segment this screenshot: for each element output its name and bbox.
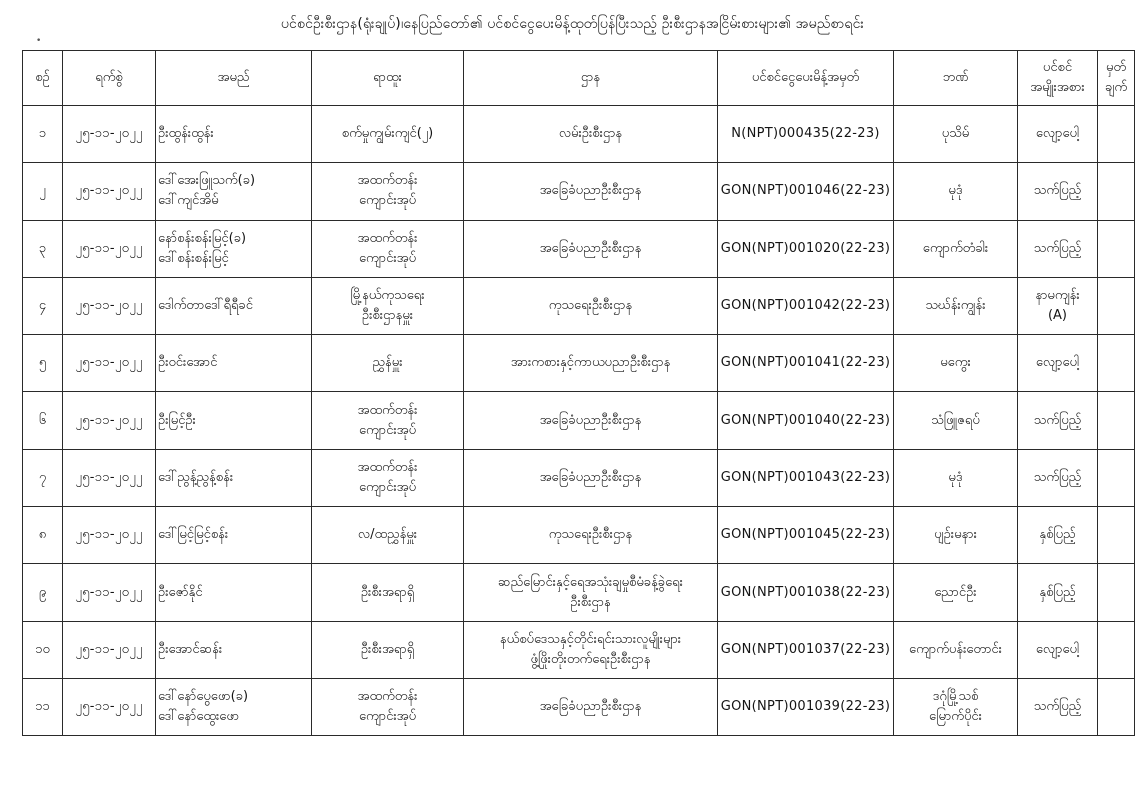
cell-line: အထက်တန်း xyxy=(357,459,418,475)
cell-department xyxy=(464,564,718,621)
cell-line: ၁၀ xyxy=(35,641,50,657)
cell-date xyxy=(63,277,156,334)
cell-line: ချက် xyxy=(1104,80,1128,95)
cell-line: GON(NPT)001041(22-23) xyxy=(720,355,891,371)
cell-line: GON(NPT)001037(22-23) xyxy=(720,641,891,657)
cell-position xyxy=(312,678,464,735)
cell-line: ကျောင်းအုပ် xyxy=(358,250,417,266)
cell-line: လ/ထညွှန်မှူး xyxy=(357,527,418,543)
cell-line: မုဒုံ xyxy=(948,469,963,485)
cell-line: ၂၅-၁၁-၂၀၂၂ xyxy=(75,183,143,199)
cell-pension-type xyxy=(1018,106,1098,163)
cell-line: GON(NPT)001040(22-23) xyxy=(720,412,891,428)
cell-line: ရက်စွဲ xyxy=(95,70,123,85)
cell-line: ဒဂုံမြို့သစ် xyxy=(932,689,979,705)
cell-bank xyxy=(894,392,1018,449)
cell-remark xyxy=(1098,392,1135,449)
col-header-bank xyxy=(894,51,1018,106)
cell-line: အထက်တန်း xyxy=(357,230,418,246)
cell-line: GON(NPT)001042(22-23) xyxy=(720,298,891,314)
cell-no xyxy=(23,449,63,506)
cell-order-no xyxy=(718,277,894,334)
cell-remark xyxy=(1098,507,1135,564)
cell-line: သက်ပြည့် xyxy=(1033,412,1082,428)
cell-line: ကျောင်းအုပ် xyxy=(358,479,417,495)
cell-line: ၄ xyxy=(38,298,47,314)
cell-line: N(NPT)000435(22-23) xyxy=(731,126,880,142)
cell-line: သဃ်န်းကျွန်း xyxy=(925,298,986,314)
cell-line: ဦးဝင်းအောင် xyxy=(158,355,218,371)
cell-pension-type xyxy=(1018,507,1098,564)
cell-position xyxy=(312,621,464,678)
table-row xyxy=(23,106,1135,163)
cell-line: ဦးစီးဌာန xyxy=(570,594,611,610)
scan-mark: • xyxy=(36,36,42,46)
cell-name xyxy=(156,678,312,735)
cell-department xyxy=(464,449,718,506)
table-header xyxy=(23,51,1135,106)
cell-line: အထက်တန်း xyxy=(357,402,418,418)
col-header-order-no xyxy=(718,51,894,106)
cell-no xyxy=(23,220,63,277)
cell-line: လျော့ပေါ့ xyxy=(1035,641,1080,657)
cell-line: ပင်စင်ငွေပေးမိန့်အမှတ် xyxy=(751,70,860,85)
cell-line: မြောက်ပိုင်း xyxy=(929,709,982,725)
cell-line: ကုသရေးဦးစီးဌာန xyxy=(548,298,633,314)
cell-name xyxy=(156,621,312,678)
cell-line: ပျဉ်းမနား xyxy=(934,527,977,543)
cell-line: ဆည်မြောင်းနှင့်ရေအသုံးချမှုစီမံခန့်ခွဲရေး xyxy=(498,574,683,590)
cell-pension-type xyxy=(1018,220,1098,277)
cell-line: GON(NPT)001045(22-23) xyxy=(720,527,891,543)
cell-line: နယ်စပ်ဒေသနှင့်တိုင်းရင်းသားလူမျိုးများ xyxy=(499,631,682,647)
cell-line: ၂၅-၁၁-၂၀၂၂ xyxy=(75,584,143,600)
cell-line: အခြေခံပညာဦးစီးဌာန xyxy=(539,240,642,256)
cell-order-no xyxy=(718,678,894,735)
cell-line: ဦးစီးအရာရှိ xyxy=(360,584,415,600)
cell-pension-type xyxy=(1018,277,1098,334)
cell-line: စဉ် xyxy=(35,70,50,85)
cell-line: ဒေါက်တာဒေါ်ရီရီခင် xyxy=(158,298,253,314)
cell-date xyxy=(63,335,156,392)
cell-line: သက်ပြည့် xyxy=(1033,699,1082,715)
cell-bank xyxy=(894,564,1018,621)
cell-line: GON(NPT)001043(22-23) xyxy=(720,469,891,485)
cell-line: ၇ xyxy=(38,469,47,485)
cell-line: ဖွံ့ဖြိုးတိုးတက်ရေးဦးစီးဌာန xyxy=(530,651,651,667)
cell-department xyxy=(464,335,718,392)
cell-position xyxy=(312,507,464,564)
cell-line: အားကစားနှင့်ကာယပညာဦးစီးဌာန xyxy=(510,355,671,371)
cell-remark xyxy=(1098,335,1135,392)
cell-line: နှစ်ပြည့် xyxy=(1039,527,1076,543)
cell-date xyxy=(63,621,156,678)
col-header-pension-type xyxy=(1018,51,1098,106)
cell-pension-type xyxy=(1018,449,1098,506)
table-row xyxy=(23,277,1135,334)
cell-no xyxy=(23,392,63,449)
cell-bank xyxy=(894,507,1018,564)
cell-line: GON(NPT)001020(22-23) xyxy=(720,240,891,256)
table-row xyxy=(23,621,1135,678)
cell-line: သက်ပြည့် xyxy=(1033,469,1082,485)
cell-order-no xyxy=(718,335,894,392)
cell-name xyxy=(156,392,312,449)
cell-date xyxy=(63,678,156,735)
cell-position xyxy=(312,335,464,392)
col-header-remark xyxy=(1098,51,1135,106)
cell-pension-type xyxy=(1018,564,1098,621)
cell-line: ဒေါ်အေးဖြူသက်(ခ) xyxy=(158,173,256,189)
cell-line: ၁ xyxy=(38,126,47,142)
cell-date xyxy=(63,507,156,564)
cell-name xyxy=(156,335,312,392)
cell-remark xyxy=(1098,163,1135,220)
document-title: ပင်စင်ဦးစီးဌာန(ရုံးချုပ်)၊နေပြည်တော်၏ ပင်စင်ငွေပေးမိန့်ထုတ်ပြန်ပြီးသည့် ဦးစီးဌာနအငြိမ်းစားများ၏ အမည်စာရင်း xyxy=(280,16,865,32)
cell-bank xyxy=(894,335,1018,392)
cell-remark xyxy=(1098,220,1135,277)
cell-department xyxy=(464,106,718,163)
cell-line: ဒေါ်စန်းစန်းမြင့် xyxy=(158,250,229,266)
cell-no xyxy=(23,507,63,564)
cell-position xyxy=(312,392,464,449)
cell-bank xyxy=(894,449,1018,506)
cell-line: ဦးစီးအရာရှိ xyxy=(360,641,415,657)
cell-pension-type xyxy=(1018,163,1098,220)
cell-line: သံဖြူဇရပ် xyxy=(931,412,980,428)
cell-line: မြို့နယ်ကုသရေး xyxy=(350,288,425,304)
cell-order-no xyxy=(718,392,894,449)
cell-name xyxy=(156,163,312,220)
cell-line: လျော့ပေါ့ xyxy=(1035,355,1080,371)
cell-position xyxy=(312,106,464,163)
cell-line: အခြေခံပညာဦးစီးဌာန xyxy=(539,412,642,428)
cell-department xyxy=(464,220,718,277)
cell-line: ကျောင်းအုပ် xyxy=(358,422,417,438)
cell-line: ပင်စင် xyxy=(1042,60,1073,75)
cell-bank xyxy=(894,163,1018,220)
cell-line: GON(NPT)001038(22-23) xyxy=(720,584,891,600)
col-header-department xyxy=(464,51,718,106)
pension-table xyxy=(22,50,1135,736)
cell-line: ၃ xyxy=(38,240,47,256)
cell-line: ဌာန xyxy=(580,70,601,85)
cell-line: GON(NPT)001039(22-23) xyxy=(720,699,891,715)
cell-line: လျော့ပေါ့ xyxy=(1035,126,1080,142)
cell-no xyxy=(23,621,63,678)
cell-date xyxy=(63,220,156,277)
cell-line: စက်မှုကျွမ်းကျင်(၂) xyxy=(341,126,434,142)
cell-line: ၂၅-၁၁-၂၀၂၂ xyxy=(75,527,143,543)
cell-department xyxy=(464,163,718,220)
cell-line: ၁၁ xyxy=(35,699,50,715)
cell-line: ဒေါ်ကျင်အိမ် xyxy=(158,193,219,209)
cell-line: ဦးထွန်းထွန်း xyxy=(158,126,214,142)
cell-line: ၂၅-၁၁-၂၀၂၂ xyxy=(75,126,143,142)
col-header-position xyxy=(312,51,464,106)
cell-order-no xyxy=(718,106,894,163)
cell-order-no xyxy=(718,220,894,277)
cell-line: ကုသရေးဦးစီးဌာန xyxy=(548,527,633,543)
cell-line: ကျောက်ပန်းတောင်း xyxy=(909,641,1002,657)
cell-department xyxy=(464,507,718,564)
cell-line: ၂၅-၁၁-၂၀၂၂ xyxy=(75,699,143,715)
cell-line: ၂၅-၁၁-၂၀၂၂ xyxy=(75,641,143,657)
cell-position xyxy=(312,277,464,334)
cell-line: ၂၅-၁၁-၂၀၂၂ xyxy=(75,298,143,314)
cell-department xyxy=(464,277,718,334)
cell-position xyxy=(312,220,464,277)
cell-no xyxy=(23,335,63,392)
cell-pension-type xyxy=(1018,621,1098,678)
cell-line: ဦးမြင့်ဦး xyxy=(158,412,196,428)
cell-bank xyxy=(894,220,1018,277)
cell-line: (A) xyxy=(1047,308,1068,324)
cell-date xyxy=(63,449,156,506)
table-row xyxy=(23,507,1135,564)
cell-line: ၅ xyxy=(38,355,47,371)
cell-line: ကျောက်တံခါး xyxy=(922,240,989,256)
cell-line: မုဒုံ xyxy=(948,183,963,199)
cell-name xyxy=(156,507,312,564)
cell-bank xyxy=(894,621,1018,678)
table-row xyxy=(23,392,1135,449)
cell-line: အထက်တန်း xyxy=(357,173,418,189)
table-row xyxy=(23,335,1135,392)
cell-pension-type xyxy=(1018,392,1098,449)
cell-position xyxy=(312,449,464,506)
cell-line: ဦးအောင်ဆန်း xyxy=(158,641,223,657)
cell-position xyxy=(312,163,464,220)
cell-line: နှစ်ပြည့် xyxy=(1039,584,1076,600)
cell-line: ၂၅-၁၁-၂၀၂၂ xyxy=(75,240,143,256)
cell-line: အမည် xyxy=(217,70,250,85)
cell-date xyxy=(63,392,156,449)
cell-order-no xyxy=(718,507,894,564)
cell-name xyxy=(156,449,312,506)
cell-line: နော်စန်းစန်းမြင့်(ခ) xyxy=(158,230,247,246)
cell-remark xyxy=(1098,678,1135,735)
cell-no xyxy=(23,564,63,621)
cell-line: ဘဏ် xyxy=(942,70,969,85)
cell-line: သက်ပြည့် xyxy=(1033,240,1082,256)
cell-bank xyxy=(894,678,1018,735)
cell-line: ၈ xyxy=(38,527,47,543)
col-header-no xyxy=(23,51,63,106)
cell-position xyxy=(312,564,464,621)
cell-bank xyxy=(894,277,1018,334)
table-row xyxy=(23,220,1135,277)
cell-date xyxy=(63,106,156,163)
cell-remark xyxy=(1098,106,1135,163)
cell-line: မကွေး xyxy=(940,355,971,371)
cell-line: ဦးစီးဌာနမှူး xyxy=(361,308,414,324)
cell-line: အခြေခံပညာဦးစီးဌာန xyxy=(539,469,642,485)
cell-department xyxy=(464,621,718,678)
table-row xyxy=(23,163,1135,220)
table-row xyxy=(23,564,1135,621)
cell-no xyxy=(23,106,63,163)
table-row xyxy=(23,449,1135,506)
cell-line: ၂၅-၁၁-၂၀၂၂ xyxy=(75,355,143,371)
cell-line: GON(NPT)001046(22-23) xyxy=(720,183,891,199)
cell-no xyxy=(23,277,63,334)
cell-remark xyxy=(1098,564,1135,621)
cell-line: ဒေါ်နော်ထွေးဖော xyxy=(158,709,240,725)
cell-line: ဒေါ်ညွန့်ညွန့်စန်း xyxy=(158,469,234,485)
cell-order-no xyxy=(718,163,894,220)
cell-name xyxy=(156,106,312,163)
cell-line: ဒေါ်မြင့်မြင့်စန်း xyxy=(158,527,229,543)
cell-line: ဒေါ်နော်ပွေဖော(ခ) xyxy=(158,689,249,705)
cell-line: ကျောင်းအုပ် xyxy=(358,709,417,725)
table-row xyxy=(23,678,1135,735)
cell-line: နာမကျန်း xyxy=(1035,288,1080,304)
cell-no xyxy=(23,163,63,220)
cell-date xyxy=(63,163,156,220)
cell-line: ပုသိမ် xyxy=(941,126,970,142)
cell-line: အမျိုးအစား xyxy=(1030,80,1085,95)
col-header-date xyxy=(63,51,156,106)
cell-name xyxy=(156,564,312,621)
cell-line: အခြေခံပညာဦးစီးဌာန xyxy=(539,699,642,715)
cell-line: သက်ပြည့် xyxy=(1033,183,1082,199)
cell-remark xyxy=(1098,621,1135,678)
cell-line: အထက်တန်း xyxy=(357,689,418,705)
table-body xyxy=(23,106,1135,736)
cell-remark xyxy=(1098,277,1135,334)
cell-order-no xyxy=(718,449,894,506)
cell-order-no xyxy=(718,564,894,621)
cell-name xyxy=(156,220,312,277)
cell-order-no xyxy=(718,621,894,678)
cell-line: လမ်းဦးစီးဌာန xyxy=(558,126,623,142)
cell-remark xyxy=(1098,449,1135,506)
cell-line: ၆ xyxy=(38,412,47,428)
cell-department xyxy=(464,392,718,449)
cell-pension-type xyxy=(1018,678,1098,735)
cell-line: ၉ xyxy=(38,584,47,600)
cell-line: ၂၅-၁၁-၂၀၂၂ xyxy=(75,412,143,428)
cell-no xyxy=(23,678,63,735)
cell-line: ညွှန်မှူး xyxy=(372,355,403,371)
cell-bank xyxy=(894,106,1018,163)
cell-pension-type xyxy=(1018,335,1098,392)
cell-line: မှတ် xyxy=(1105,60,1127,75)
cell-line: ရာထူး xyxy=(373,70,402,85)
cell-line: ၂ xyxy=(39,183,46,199)
cell-line: အခြေခံပညာဦးစီးဌာန xyxy=(539,183,642,199)
cell-line: ၂၅-၁၁-၂၀၂၂ xyxy=(75,469,143,485)
cell-name xyxy=(156,277,312,334)
header-row xyxy=(23,51,1135,106)
cell-line: ကျောင်းအုပ် xyxy=(358,193,417,209)
cell-department xyxy=(464,678,718,735)
cell-line: ညောင်ဦး xyxy=(934,584,977,600)
cell-line: ဦးဇော်နိုင် xyxy=(158,584,203,600)
cell-date xyxy=(63,564,156,621)
col-header-name xyxy=(156,51,312,106)
